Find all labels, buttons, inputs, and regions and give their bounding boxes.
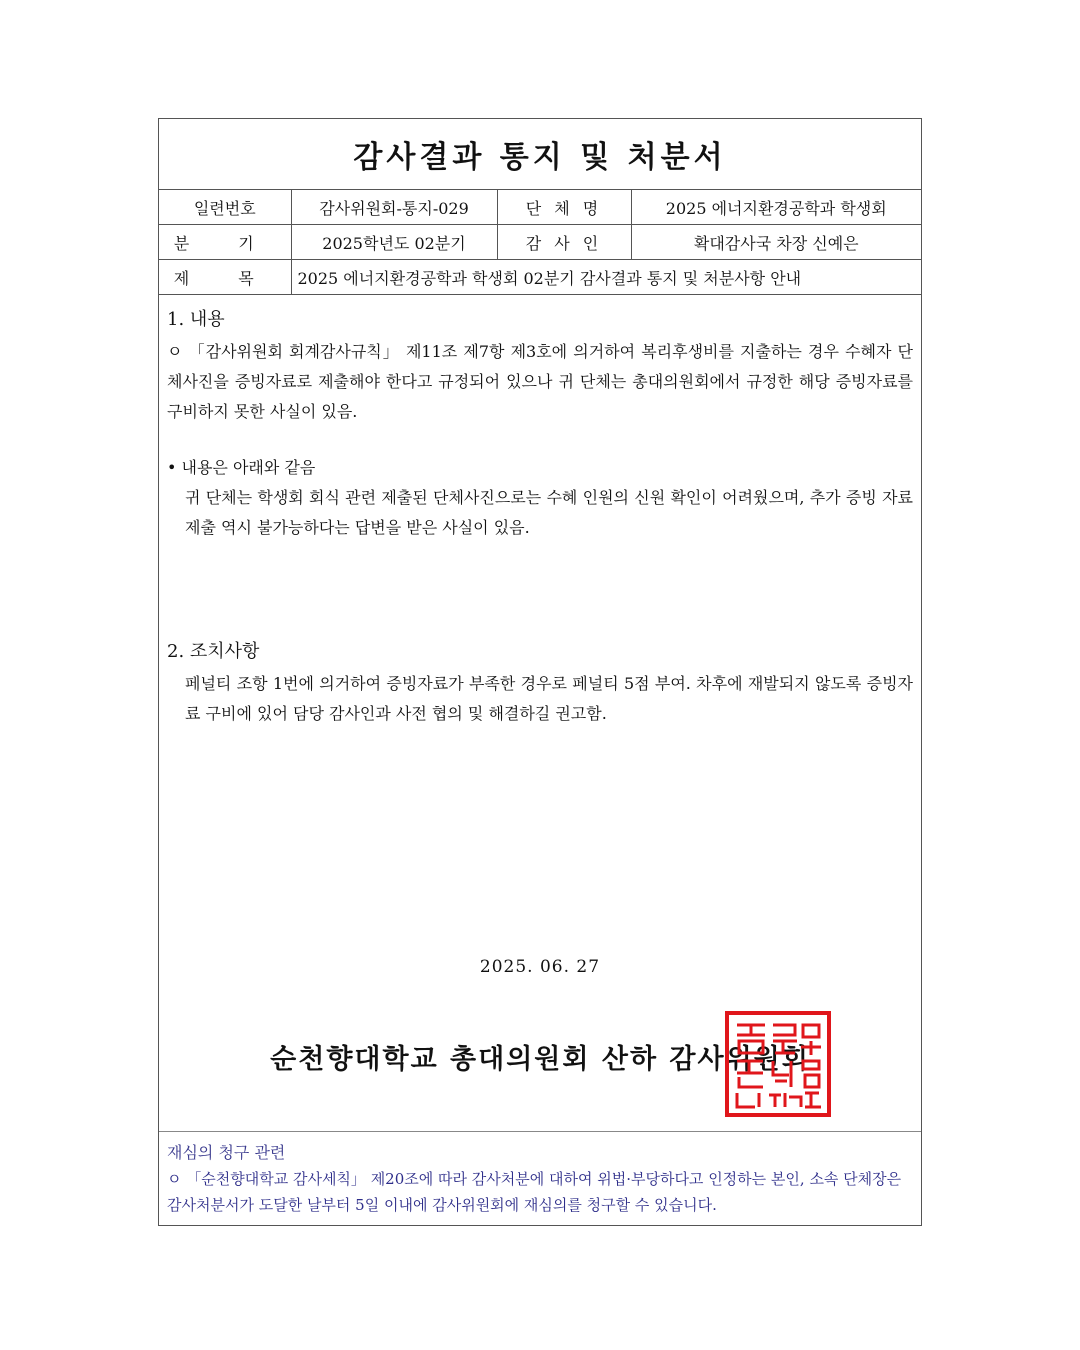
serial-label: 일련번호 (159, 190, 291, 225)
official-seal-icon (725, 1011, 831, 1117)
quarter-label: 분 기 (159, 225, 291, 260)
quarter-value: 2025학년도 02분기 (291, 225, 497, 260)
section1-subheading: • 내용은 아래와 같음 (167, 458, 316, 477)
appeal-heading: 재심의 청구 관련 (167, 1143, 286, 1162)
auditor-label: 감 사 인 (497, 225, 631, 260)
subject-label: 제 목 (159, 260, 291, 295)
meta-row (159, 190, 921, 225)
audit-document (158, 118, 922, 1226)
section2-para: 페널티 조항 1번에 의거하여 증빙자료가 부족한 경우로 페널티 5점 부여. 차후에 재발되지 않도록 증빙자료 구비에 있어 담당 감사인과 사전 협의 및 해결하길 권고함. (185, 674, 913, 723)
auditor-value: 확대감사국 차장 신예은 (631, 225, 921, 260)
meta-table (159, 190, 921, 295)
meta-row (159, 225, 921, 260)
document-body (159, 295, 921, 729)
issuer-name: 순천향대학교 총대의원회 산하 감사위원회 (270, 1044, 810, 1075)
appeal-notice (159, 1131, 921, 1226)
serial-value: 감사위원회-통지-029 (291, 190, 497, 225)
section1-heading: 1. 내용 (167, 309, 225, 330)
issue-date: 2025. 06. 27 (479, 957, 601, 977)
subject-value: 2025 에너지환경공학과 학생회 02분기 감사결과 통지 및 처분사항 안내 (291, 260, 921, 295)
section1-para2: 귀 단체는 학생회 회식 관련 제출된 단체사진으로는 수혜 인원의 신원 확인이 어려웠으며, 추가 증빙 자료 제출 역시 불가능하다는 답변을 받은 사실이 있음. (185, 488, 913, 537)
meta-row (159, 260, 921, 295)
section1-para1: ㅇ 「감사위원회 회계감사규칙」 제11조 제7항 제3호에 의거하여 복리후생비를 지출하는 경우 수혜자 단체사진을 증빙자료로 제출해야 한다고 규정되어 있으나 귀 단체는 총대의원회에서 규정한 해당 증빙자료를 구비하지 못한 사실이 있음. (167, 342, 913, 421)
org-label: 단 체 명 (497, 190, 631, 225)
document-title: 감사결과 통지 및 처분서 (159, 119, 921, 190)
org-value: 2025 에너지환경공학과 학생회 (631, 190, 921, 225)
section2-heading: 2. 조치사항 (167, 641, 260, 662)
appeal-text: ㅇ 「순천향대학교 감사세칙」 제20조에 따라 감사처분에 대하여 위법·부당하다고 인정하는 본인, 소속 단체장은 감사처분서가 도달한 날부터 5일 이내에 감사위원회에 재심의를 청구할 수 있습니다. (167, 1170, 902, 1214)
